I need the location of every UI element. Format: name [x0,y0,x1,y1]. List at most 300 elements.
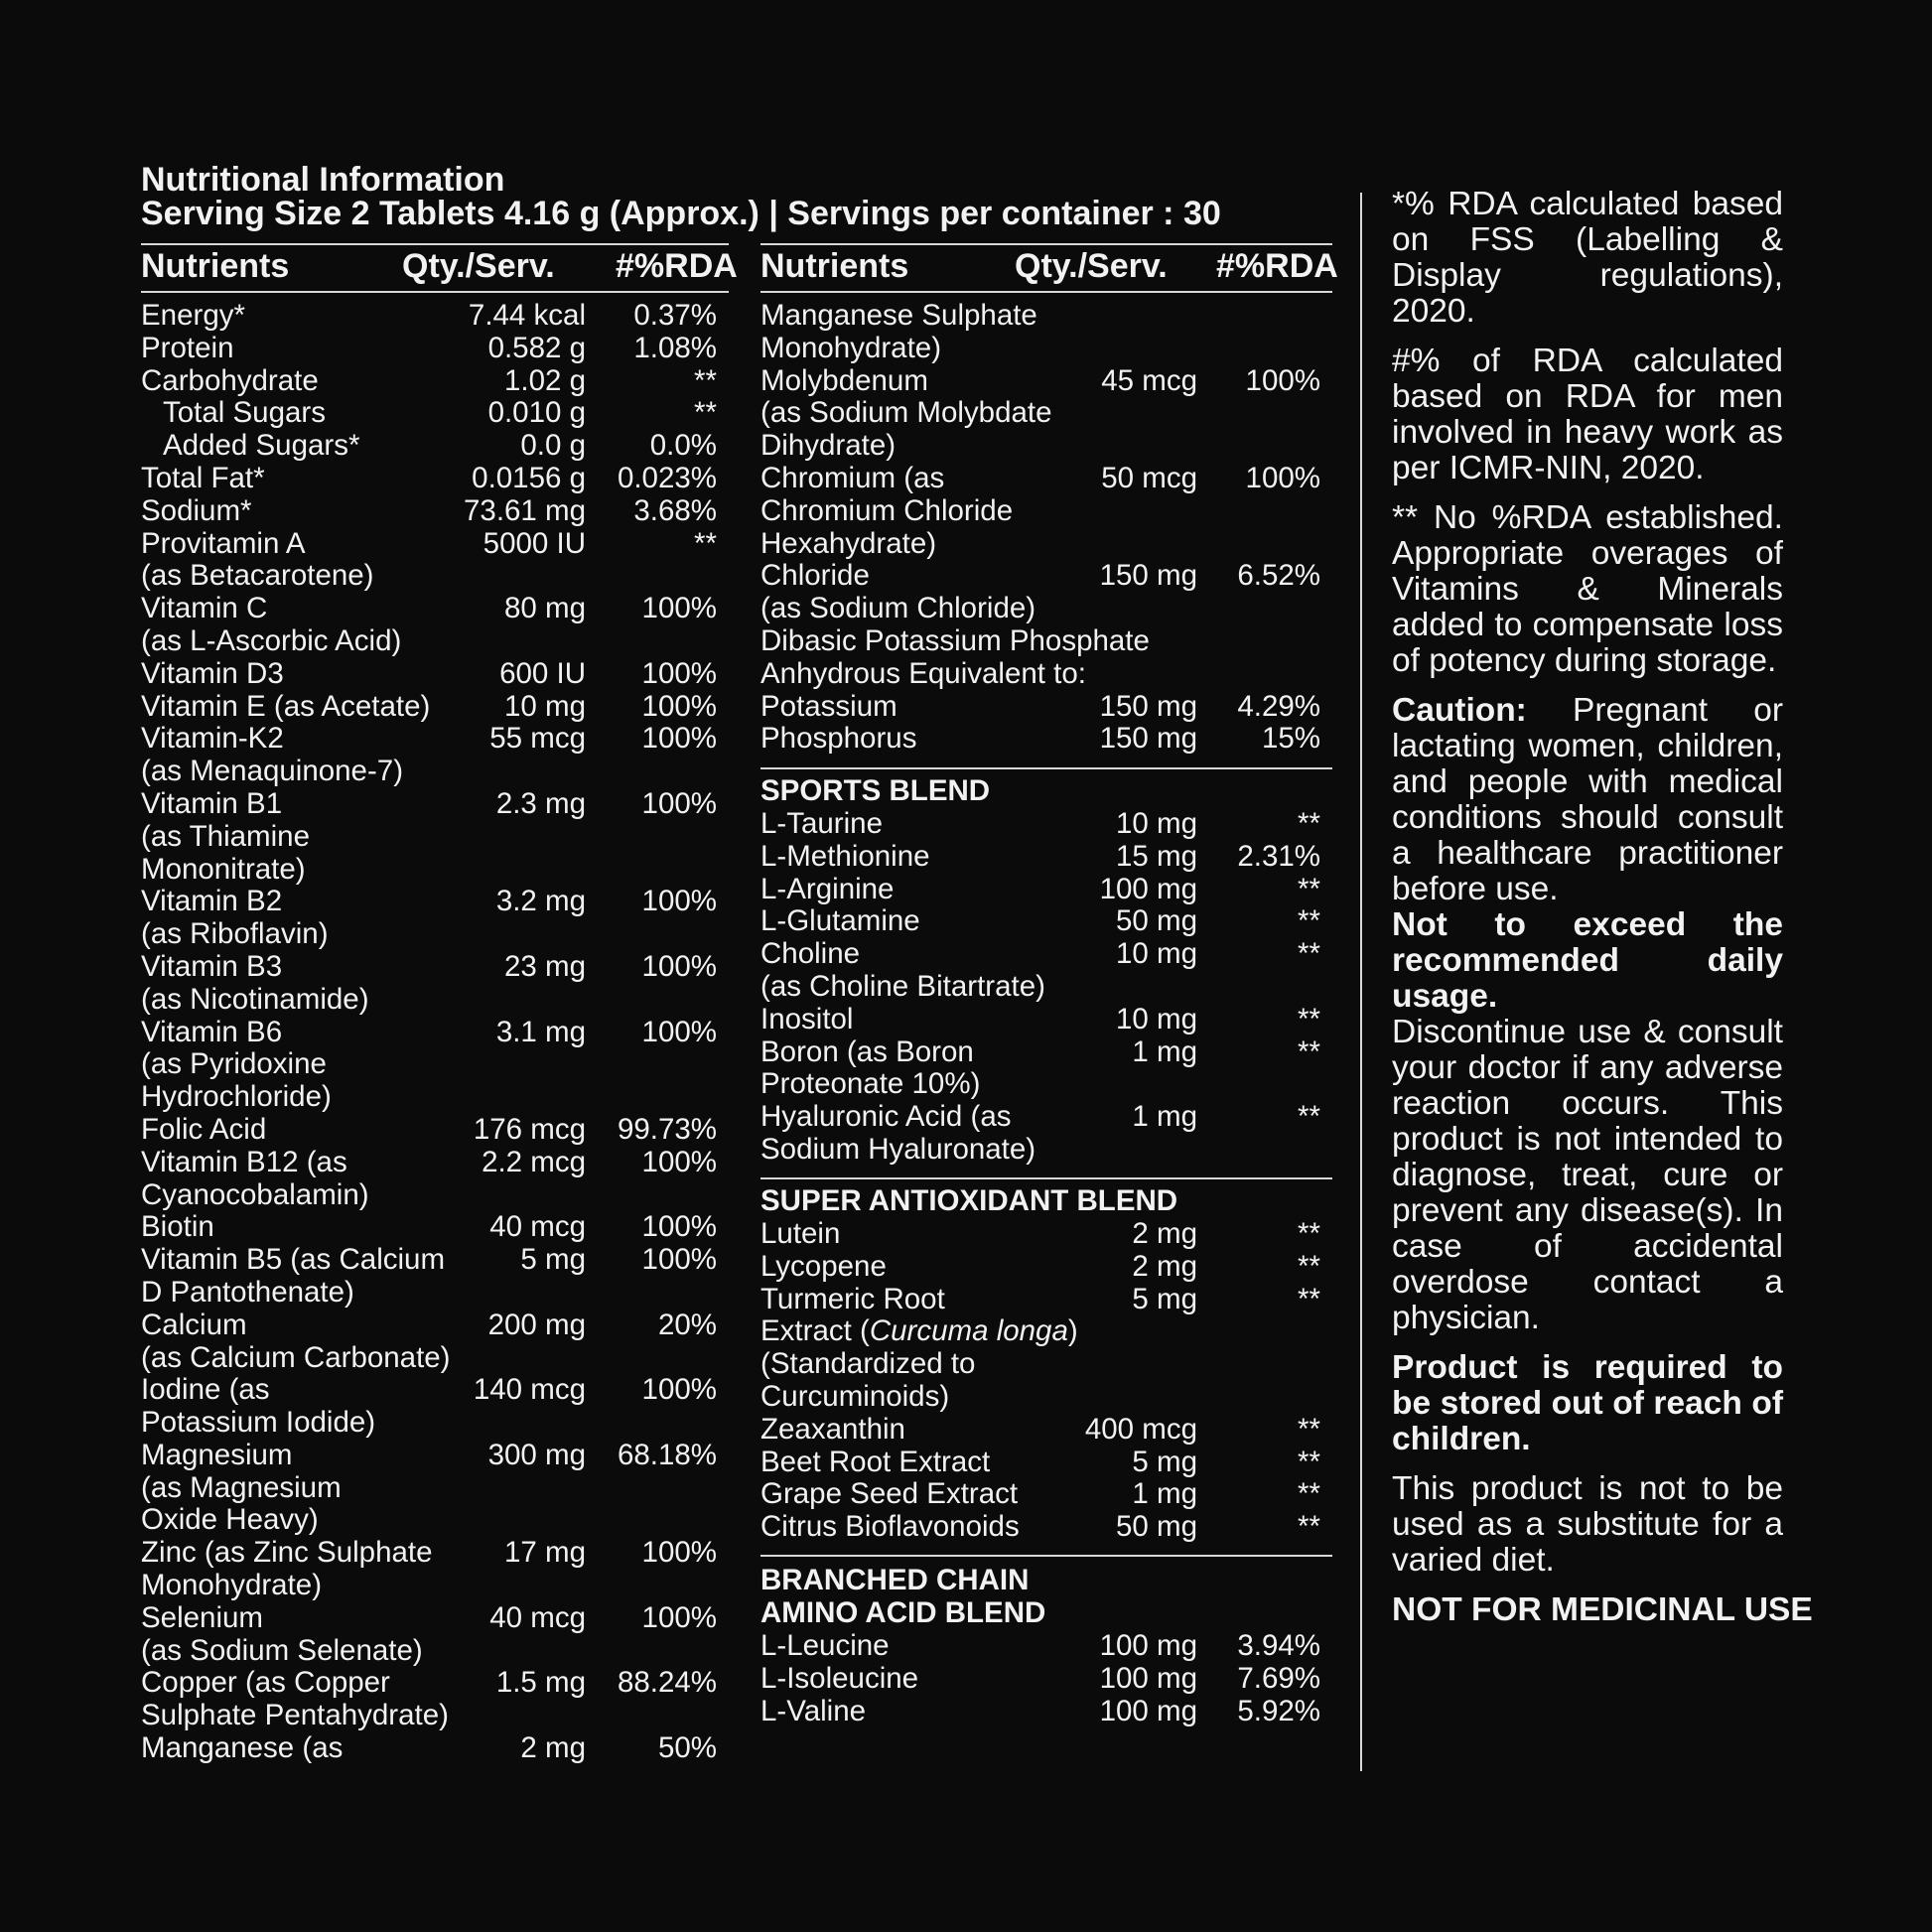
table-row [141,397,727,430]
nutrient-name: Dibasic Potassium Phosphate [760,623,1150,657]
caution-note [1392,693,1783,907]
nutrient-name: Lutein [760,1217,841,1250]
nutrient-name: Sodium Hyaluronate) [760,1132,1036,1166]
qty-value: 0.0 g [520,429,586,463]
nutrient-name: Provitamin A [141,526,306,560]
table-row [760,841,1320,874]
table-row [760,1478,1320,1511]
qty-value: 5000 IU [483,526,586,560]
nutrient-name: (as Riboflavin) [141,917,329,951]
qty-value: 10 mg [1116,807,1197,840]
table-row [760,1284,1320,1316]
qty-value: 2 mg [1132,1217,1197,1250]
nutrient-name: Citrus Bioflavonoids [760,1510,1020,1544]
nutrient-name: Sodium* [141,493,252,527]
column-header-nutrients: Nutrients [760,247,909,285]
caution-label: Caution: [1392,692,1527,729]
table-row [141,1244,727,1277]
table-row [760,300,1320,333]
nutrient-name: (as Betacarotene) [141,559,374,593]
qty-value: 100 mg [1099,1694,1197,1727]
qty-value: 10 mg [1116,937,1197,971]
nutrient-name: (as Pyridoxine [141,1047,327,1081]
table-row [141,1700,727,1732]
rda-value: 3.94% [1237,1629,1320,1662]
nutrient-name: Boron (as Boron [760,1035,974,1068]
nutrient-name: Vitamin C [141,592,268,625]
rda-value: 100% [641,689,717,723]
not-medicinal-note: NOT FOR MEDICINAL USE [1392,1591,1813,1628]
table-row [760,1348,1320,1381]
table-row [141,658,727,691]
table-row [760,1218,1320,1251]
qty-value: 200 mg [487,1308,586,1341]
divider [141,291,729,293]
bcaa-blend-title: BRANCHED CHAIN [760,1564,1030,1596]
rda-value: ** [1298,1100,1320,1134]
table-row [760,1381,1320,1414]
table-row [141,495,727,528]
nutrient-name: (as Calcium Carbonate) [141,1340,451,1374]
rda-value: ** [1298,937,1320,971]
rda-value: ** [1298,1217,1320,1250]
table-row [760,1447,1320,1479]
table-row [141,528,727,561]
nutrient-name: Magnesium [141,1438,293,1471]
notes-panel [1392,186,1813,1628]
table-row [760,723,1320,756]
table-row [760,971,1320,1004]
rda-value: 100% [641,1536,717,1570]
nutrient-name: L-Isoleucine [760,1661,919,1695]
nutrient-name: Manganese Sulphate [760,299,1037,332]
antioxidant-blend-title: SUPER ANTIOXIDANT BLEND [760,1184,1178,1217]
table-row [760,808,1320,841]
qty-value: 300 mg [487,1438,586,1471]
nutrient-name: Vitamin B1 [141,786,283,820]
table-row [141,1114,727,1147]
qty-value: 100 mg [1099,872,1197,905]
table-row [760,528,1320,561]
nutrient-name: Proteonate 10%) [760,1067,981,1101]
nutrient-name: (as Thiamine [141,819,310,853]
discontinue-note: Discontinue use & consult your doctor if any adverse reaction occurs. This product is not intended to diagnose, treat, cure or prevent any disease(s). In case of accidental overdose contact a physician. [1392,1014,1783,1336]
nutrient-name: Added Sugars* [163,429,360,463]
bcaa-blend-title: AMINO ACID BLEND [760,1596,1046,1629]
rda-value: 100% [641,656,717,690]
rda-value: 68.18% [617,1438,717,1471]
table-row [141,1570,727,1602]
nutrient-name: L-Taurine [760,807,883,840]
table-row [141,1537,727,1570]
nutrient-name: Chromium Chloride [760,493,1014,527]
nutrient-name: Anhydrous Equivalent to: [760,656,1086,690]
rda-value: 100% [641,1600,717,1634]
qty-value: 1 mg [1132,1035,1197,1068]
qty-value: 100 mg [1099,1661,1197,1695]
table-row [141,691,727,724]
column-header-rda: #%RDA [1216,247,1338,285]
table-row [141,625,727,658]
rda-value: ** [1298,1510,1320,1544]
nutrient-name: (Standardized to [760,1347,976,1381]
qty-value: 5 mg [520,1243,586,1277]
nutrient-name: (as Sodium Molybdate [760,396,1052,430]
qty-value: 1.5 mg [495,1666,586,1700]
nutrient-name: Chloride [760,559,870,593]
nutrient-name: (as Magnesium [141,1470,342,1504]
qty-value: 600 IU [499,656,586,690]
table-row [141,788,727,821]
sports-blend-title: SPORTS BLEND [760,774,991,807]
table-row [141,854,727,887]
nutrient-name: Calcium [141,1308,247,1341]
nutrient-name: Curcuminoids) [760,1379,950,1413]
qty-value: 176 mcg [473,1112,586,1146]
nutrient-name: D Pantothenate) [141,1275,354,1309]
nutrient-name: (as Nicotinamide) [141,982,369,1016]
qty-value: 140 mcg [473,1373,586,1407]
qty-value: 2 mg [1132,1249,1197,1283]
qty-value: 2.3 mg [495,786,586,820]
rda-value: ** [1298,1002,1320,1035]
qty-value: 55 mcg [489,722,586,756]
table-row [760,1134,1320,1167]
table-row [760,1315,1320,1348]
nutrient-name: Vitamin B2 [141,885,283,918]
table-row [760,625,1320,658]
note-rda-icmr: #% of RDA calculated based on RDA for men involved in heavy work as per ICMR-NIN, 2020. [1392,343,1783,486]
rda-value: 88.24% [617,1666,717,1700]
qty-value: 0.0156 g [472,461,586,494]
qty-value: 80 mg [504,592,586,625]
table-row [760,658,1320,691]
table-row [760,397,1320,430]
table-row [141,1602,727,1635]
nutrient-name: L-Arginine [760,872,895,905]
serving-size: Serving Size 2 Tablets 4.16 g (Approx.) | Servings per container : 30 [141,195,1221,232]
nutrient-name: Carbohydrate [141,363,319,397]
qty-value: 50 mg [1116,1510,1197,1544]
rda-value: 15% [1261,722,1320,756]
table-row [141,1374,727,1407]
qty-value: 150 mg [1099,559,1197,593]
rda-value: 100% [641,1243,717,1277]
table-row [760,1068,1320,1101]
nutrient-table-middle [760,300,1320,756]
table-row [141,1310,727,1342]
rda-value: ** [1298,1035,1320,1068]
table-row [760,560,1320,593]
nutrient-name: L-Valine [760,1694,867,1727]
table-row [141,1472,727,1505]
substitute-note: This product is not to be used as a substitute for a varied diet. [1392,1470,1783,1579]
qty-value: 17 mg [504,1536,586,1570]
table-row [760,1630,1320,1663]
nutrient-name: Vitamin B6 [141,1015,283,1048]
qty-value: 50 mcg [1101,461,1197,494]
table-row [760,593,1320,625]
rda-value: ** [1298,904,1320,938]
nutrient-name: (as L-Ascorbic Acid) [141,623,402,657]
nutrient-name: Iodine (as [141,1373,270,1407]
nutrient-name: Phosphorus [760,722,917,756]
rda-value: 100% [1245,363,1320,397]
table-row [760,1663,1320,1696]
rda-value: ** [1298,1282,1320,1315]
table-row [760,430,1320,463]
rda-value: ** [694,396,717,430]
table-row [141,365,727,398]
qty-value: 10 mg [1116,1002,1197,1035]
table-row [141,918,727,951]
qty-value: 100 mg [1099,1629,1197,1662]
table-row [760,874,1320,906]
nutrient-name: Zinc (as Zinc Sulphate [141,1536,433,1570]
rda-value: 99.73% [617,1112,717,1146]
rda-value: 3.68% [633,493,717,527]
nutrient-name: (as Menaquinone-7) [141,755,404,788]
table-row [141,723,727,756]
table-row [141,821,727,854]
table-row [760,463,1320,495]
antioxidant-blend-table [760,1218,1320,1544]
table-row [141,1277,727,1310]
qty-value: 15 mg [1116,839,1197,873]
table-row [760,333,1320,365]
column-separator [1360,193,1362,1771]
table-row [141,430,727,463]
nutrient-name: Hydrochloride) [141,1080,332,1114]
note-no-rda: ** No %RDA established. Appropriate overages of Vitamins & Minerals added to compensate loss of potency during storage. [1392,499,1783,679]
table-row [760,495,1320,528]
divider [760,767,1332,769]
qty-value: 2 mg [520,1731,586,1765]
table-row [141,1440,727,1472]
table-row [141,1147,727,1179]
rda-value: 0.023% [617,461,717,494]
caution-text: Pregnant or lactating women, children, and people with medical conditions should consult a healthcare practitioner before use. [1392,692,1783,907]
rda-value: ** [1298,872,1320,905]
nutrient-name: Lycopene [760,1249,887,1283]
table-row [141,756,727,788]
nutrient-name: Oxide Heavy) [141,1503,319,1537]
qty-value: 3.1 mg [495,1015,586,1048]
table-row [141,463,727,495]
qty-value: 2.2 mcg [482,1145,586,1178]
rda-value: 6.52% [1237,559,1320,593]
not-exceed-text: Not to exceed the recommended daily usage. [1392,906,1783,1015]
rda-value: 100% [641,1145,717,1178]
nutrient-name: Beet Root Extract [760,1445,991,1478]
qty-value: 1 mg [1132,1100,1197,1134]
rda-value: 20% [657,1308,717,1341]
table-row [141,1504,727,1537]
rda-value: 1.08% [633,331,717,364]
nutrient-table-left [141,300,727,1765]
nutrient-name: Total Fat* [141,461,265,494]
rda-value: 0.37% [633,299,717,332]
rda-value: ** [694,363,717,397]
table-row [141,886,727,918]
rda-value: ** [1298,1445,1320,1478]
rda-value: ** [1298,807,1320,840]
rda-value: 100% [641,949,717,983]
rda-value: 100% [641,885,717,918]
nutrient-name: Energy* [141,299,245,332]
nutrient-name: Monohydrate) [760,331,942,364]
table-row [760,1036,1320,1069]
rda-value: ** [1298,1249,1320,1283]
nutrient-name: Extract (Curcuma longa) [760,1314,1078,1348]
nutrient-name: Choline [760,937,861,971]
rda-value: 2.31% [1237,839,1320,873]
nutrient-name: Vitamin B12 (as [141,1145,347,1178]
nutrient-name: Manganese (as [141,1731,344,1765]
storage-note [1392,1350,1783,1457]
nutrient-name: Inositol [760,1002,854,1035]
table-row [760,365,1320,398]
qty-value: 1 mg [1132,1477,1197,1511]
nutrient-name: (as Sodium Selenate) [141,1633,423,1667]
nutrient-name: Zeaxanthin [760,1412,905,1446]
qty-value: 7.44 kcal [468,299,586,332]
nutrient-name: Potassium Iodide) [141,1406,376,1440]
rda-value: 4.29% [1237,689,1320,723]
sports-blend-table [760,808,1320,1167]
rda-value: 100% [641,786,717,820]
table-row [760,1696,1320,1728]
panel-title: Nutritional Information [141,161,505,199]
table-row [141,1081,727,1114]
table-row [760,1004,1320,1036]
nutrient-name: Monohydrate) [141,1569,323,1602]
nutrient-name: Hexahydrate) [760,526,937,560]
table-row [141,1179,727,1212]
note-rda-fss: *% RDA calculated based on FSS (Labelling & Display regulations), 2020. [1392,186,1783,330]
divider [760,1555,1332,1557]
column-header-qty: Qty./Serv. [402,247,555,285]
table-row [141,1635,727,1668]
table-row [141,300,727,333]
divider [760,291,1332,293]
nutrient-name: Vitamin B5 (as Calcium [141,1243,446,1277]
rda-value: 100% [641,1373,717,1407]
column-header-nutrients: Nutrients [141,247,290,285]
table-row [141,951,727,984]
qty-value: 23 mg [504,949,586,983]
table-row [141,984,727,1017]
qty-value: 45 mcg [1101,363,1197,397]
qty-value: 50 mg [1116,904,1197,938]
qty-value: 150 mg [1099,689,1197,723]
nutrient-name: Hyaluronic Acid (as [760,1100,1012,1134]
table-row [760,905,1320,938]
qty-value: 40 mcg [489,1600,586,1634]
table-row [141,333,727,365]
nutrient-name: L-Leucine [760,1629,890,1662]
nutrient-name: Selenium [141,1600,263,1634]
table-row [141,1017,727,1049]
storage-text: Product is required to be stored out of reach of children. [1392,1349,1783,1457]
rda-value: 50% [657,1731,717,1765]
nutrient-name: Molybdenum [760,363,928,397]
bcaa-blend-table [760,1630,1320,1727]
rda-value: 5.92% [1237,1694,1320,1727]
table-row [760,1414,1320,1447]
qty-value: 0.010 g [487,396,586,430]
nutrient-name: Turmeric Root [760,1282,945,1315]
qty-value: 3.2 mg [495,885,586,918]
table-row [141,1667,727,1700]
nutrient-name: Folic Acid [141,1112,267,1146]
column-header-rda: #%RDA [616,247,738,285]
rda-value: ** [694,526,717,560]
table-row [760,691,1320,724]
nutrient-name: Mononitrate) [141,852,306,886]
table-row [141,1048,727,1081]
nutrient-name: Copper (as Copper [141,1666,390,1700]
nutrient-name: Vitamin D3 [141,656,284,690]
rda-value: ** [1298,1412,1320,1446]
divider [760,1177,1332,1179]
table-row [760,938,1320,971]
column-header-qty: Qty./Serv. [1015,247,1168,285]
table-row [760,1251,1320,1284]
table-row [760,1101,1320,1134]
nutrient-name: Potassium [760,689,897,723]
qty-value: 5 mg [1132,1445,1197,1478]
divider [760,243,1332,245]
table-row [141,560,727,593]
qty-value: 10 mg [504,689,586,723]
nutrient-name: Vitamin E (as Acetate) [141,689,431,723]
qty-value: 1.02 g [503,363,586,397]
qty-value: 40 mcg [489,1210,586,1244]
nutrient-name: Chromium (as [760,461,945,494]
qty-value: 73.61 mg [464,493,586,527]
nutrient-name: Vitamin B3 [141,949,283,983]
qty-value: 150 mg [1099,722,1197,756]
nutrient-name: (as Choline Bitartrate) [760,969,1045,1003]
rda-value: 7.69% [1237,1661,1320,1695]
qty-value: 0.582 g [487,331,586,364]
rda-value: 100% [641,592,717,625]
nutrient-name: L-Glutamine [760,904,920,938]
table-row [141,1732,727,1765]
table-row [141,1211,727,1244]
rda-value: 100% [641,1015,717,1048]
nutrient-name: Vitamin-K2 [141,722,284,756]
nutrient-name: Grape Seed Extract [760,1477,1019,1511]
nutrient-name: Cyanocobalamin) [141,1177,369,1211]
nutrient-name: L-Methionine [760,839,930,873]
nutrient-name: Total Sugars [163,396,326,430]
not-exceed-note [1392,907,1783,1015]
nutrient-name: Biotin [141,1210,214,1244]
qty-value: 5 mg [1132,1282,1197,1315]
nutrient-name: (as Sodium Chloride) [760,592,1036,625]
rda-value: 100% [641,1210,717,1244]
table-row [141,1342,727,1375]
divider [141,243,729,245]
nutrient-name: Sulphate Pentahydrate) [141,1699,449,1732]
nutrient-name: Protein [141,331,234,364]
rda-value: 100% [641,722,717,756]
nutrient-name: Dihydrate) [760,429,897,463]
rda-value: 0.0% [649,429,717,463]
qty-value: 400 mcg [1084,1412,1197,1446]
